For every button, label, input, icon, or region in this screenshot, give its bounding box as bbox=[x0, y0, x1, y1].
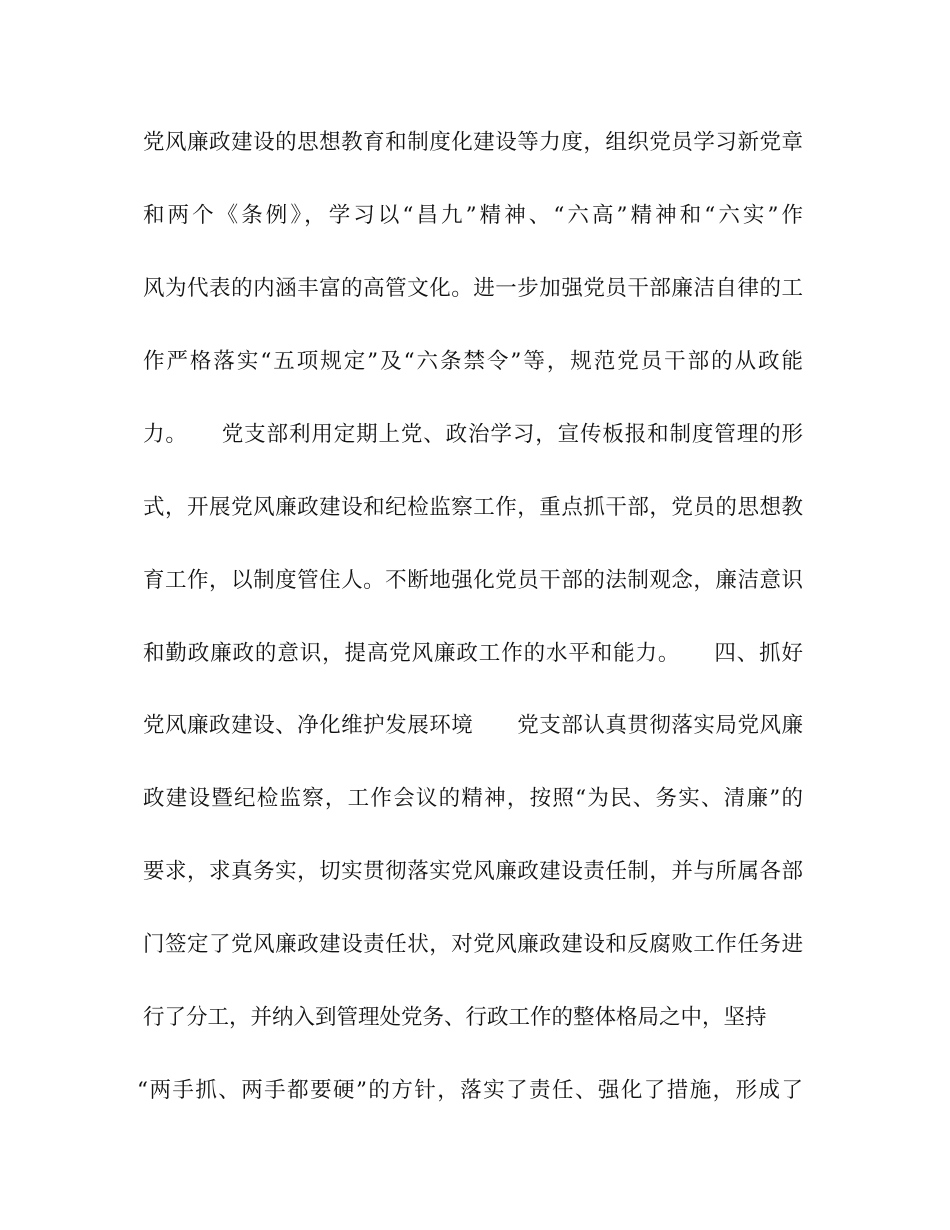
text-line: 政建设暨纪检监察，工作会议的精神，按照“为民、务实、清廉”的 bbox=[143, 786, 803, 811]
text-line: 和勤政廉政的意识，提高党风廉政工作的水平和能力。 四、抓好 bbox=[143, 641, 803, 666]
text-line: 式，开展党风廉政建设和纪检监察工作，重点抓干部，党员的思想教 bbox=[143, 495, 803, 520]
text-line: 风为代表的内涵丰富的高管文化。进一步加强党员干部廉洁自律的工 bbox=[143, 276, 803, 301]
text-line: 党风廉政建设、净化维护发展环境 党支部认真贯彻落实局党风廉 bbox=[143, 713, 803, 738]
text-line: 作严格落实“五项规定”及“六条禁令”等，规范党员干部的从政能 bbox=[143, 349, 803, 374]
text-line: 育工作，以制度管住人。不断地强化党员干部的法制观念，廉洁意识 bbox=[143, 568, 803, 593]
text-line: 门签定了党风廉政建设责任状，对党风廉政建设和反腐败工作任务进 bbox=[143, 932, 803, 957]
text-line: 党风廉政建设的思想教育和制度化建设等力度，组织党员学习新党章 bbox=[143, 130, 803, 155]
text-line: 力。 党支部利用定期上党、政治学习，宣传板报和制度管理的形 bbox=[143, 422, 803, 447]
text-line: “两手抓、两手都要硬”的方针，落实了责任、强化了措施，形成了 bbox=[137, 1078, 803, 1103]
text-line: 行了分工，并纳入到管理处党务、行政工作的整体格局之中，坚持 bbox=[143, 1005, 767, 1030]
text-line: 要求，求真务实，切实贯彻落实党风廉政建设责任制，并与所属各部 bbox=[143, 859, 803, 884]
text-line: 和两个《条例》，学习以“昌九”精神、“六高”精神和“六实”作 bbox=[143, 203, 803, 228]
